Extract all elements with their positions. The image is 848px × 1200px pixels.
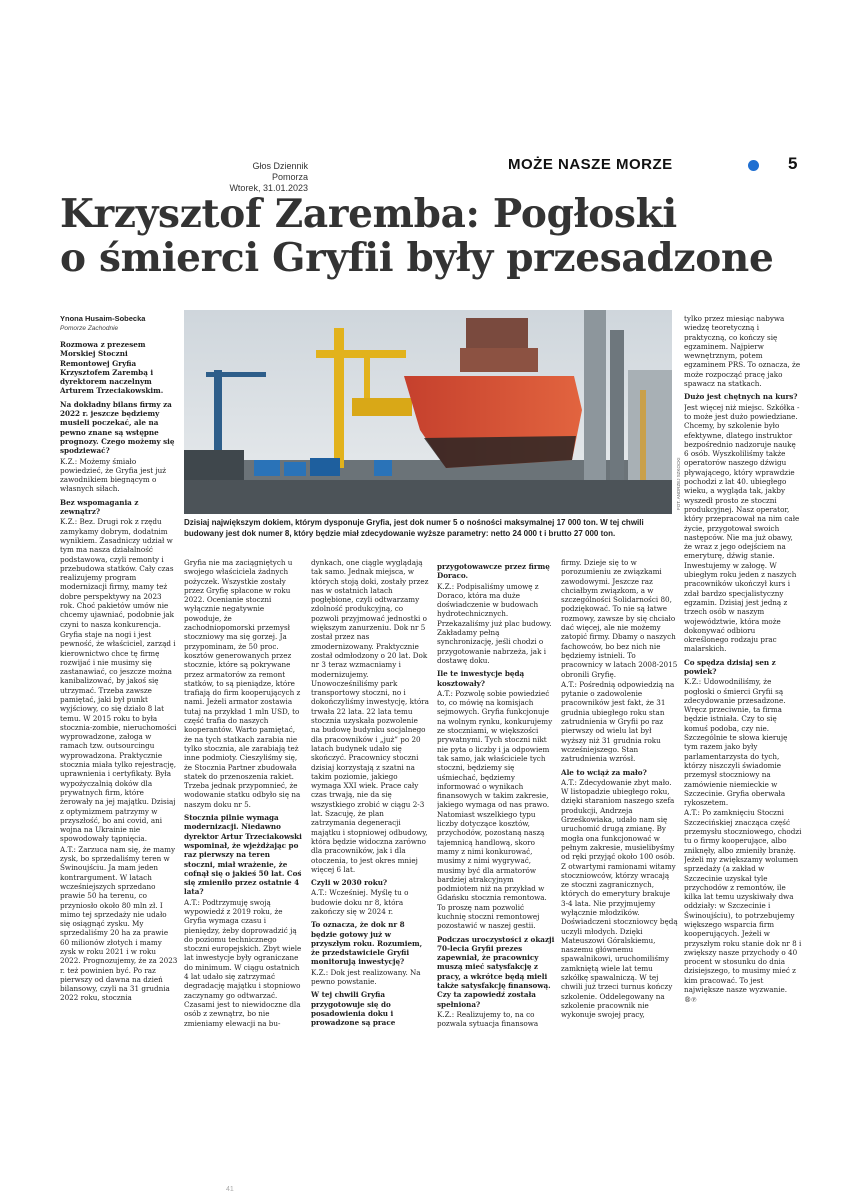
interview-question: Ile te inwestycje będą kosztowały?: [437, 669, 525, 688]
headline: [60, 192, 800, 280]
article-paragraph: A.T.: Pozwolę sobie powiedzieć to, co mówię na komisjach sejmowych. Gryfia funkcjonuje na wolnym rynku, konkurujemy ze stoczniami, w większości prywatnymi. Tych stoczni nikt nie pyta o liczby i ja odpowiem tak samo, jak właściciele tych stoczni, będziemy się uśmiechać, będziemy informować o wynikach finansowych w takim zakresie, jakiego wymaga od nas prawo. Natomiast wszelkiego typu liczby dotyczące kosztów, przychodów, pozostaną naszą tajemnicą handlową, skoro mamy z nimi konkurować, musimy z nimi wygrywać, musimy być dla armatorów bardziej atrakcyjnym podmiotem niż na przykład w Gdańsku stocznia remontowa. To proszę nam pozwolić kuchnię stoczni remontowej pozostawić w naszej gestii.: [437, 688, 553, 931]
article-paragraph: A.T.: Pośrednią odpowiedzią na pytanie o zadowolenie pracowników jest fakt, że 31 grudnia ubiegłego roku stan zatrudnienia w Gryfii po raz pierwszy od wielu lat był wyższy niż 31 grudnia roku wcześniejszego. Stan zatrudnienia wzrósł.: [561, 679, 675, 764]
interview-question: Na dokładny bilans firmy za 2022 r. jeszcze będziemy musieli poczekać, ale na pewno znane są wstępne prognozy. Czego możemy się spodziewać?: [60, 399, 175, 456]
article-paragraph: Gryfia staje na nogi i jest pewność, że właściciel, zarząd i kierownictwo chce tę firmę rozwijać i nie musimy się zastanawiać, co jeszcze można kanibalizować, by jakoś się utrzymać. Trzeba zawsze pamiętać, jaki był punkt wyjściowy, co się działo 8 lat temu. W 2015 roku to była stocznia-zombie, nieruchomości wyprowadzone, załoga w ramach tzw. outsourcingu wyprowadzona. Praktycznie stocznia miała tylko rejestrację, uprawnienia i certyfikaty. Była wypożyczalnią doków dla prywatnych firm, które żerowały na jej majątku. Dzisiaj z optymizmem patrzymy w przyszłość, bo ani covid, ani wojna na Ukrainie nie spowodowały tąpnięcia.: [60, 629, 177, 844]
article-paragraph: A.T.: Zarzuca nam się, że mamy zysk, bo sprzedaliśmy teren w Świnoujściu. Ja mam jeden kontrargument. W latach wcześniejszych sprzedano prawie 50 ha terenu, co przyniosło około 80 mln zł. I mimo tej sprzedaży nie udało się osiągnąć zysku. My sprzedaliśmy 20 ha za prawie 60 milionów złotych i mamy zysk w roku 2021 i w roku 2022. Prognozujemy, że za 2023 r. też powinien być. Po raz pierwszy od dawna na dzień bilansowy, czyli na 31 grudnia 2022 roku, stocznia: [60, 844, 178, 1003]
interview-question: Bez wspomagania z zewnątrz?: [60, 497, 139, 517]
masthead-date: Wtorek, 31.01.2023: [229, 183, 308, 193]
masthead: [222, 161, 308, 194]
shipyard-photo: [184, 310, 672, 514]
interview-question: Co spędza dzisiaj sen z powiek?: [684, 657, 776, 676]
headline-line-1: Krzysztof Zaremba: Pogłoski: [60, 191, 677, 237]
byline-outlet: Pomorze Zachodnie: [60, 325, 119, 332]
article-paragraph: K.Z.: Możemy śmiało powiedzieć, że Gryfia jest już zawodnikiem biegnącym o własnych siłach.: [60, 456, 167, 494]
article-column-5: [561, 558, 679, 1185]
article-paragraph: tylko przez miesiąc nabywa wiedzę teoretyczną i praktyczną, co kończy się egzaminem. Najpierw wewnętrznym, potem egzaminem PRS. To oznacza, że może rozpocząć pracę jako spawacz na statkach.: [684, 314, 801, 389]
interview-question: Czyli w 2030 roku?: [311, 878, 388, 888]
headline-line-2: o śmierci Gryfii były przesadzone: [60, 235, 774, 281]
article-paragraph: A.T.: Zdecydowanie zbyt mało. W listopadzie ubiegłego roku, dzięki staraniom naszego szefa produkcji, Andrzeja Grześkowiaka, udało nam się uruchomić drugą zmianę. By mogła ona funkcjonować w pełnym zakresie, musielibyśmy od ręki przyjąć około 100 osób. Z otwartymi ramionami witamy stoczniowców, którzy wracają ze stoczni zagranicznych, których do emerytury brakuje 3-4 lata. Nie przyjmujemy wyłącznie młodzików. Doświadczeni stoczniowcy będą uczyli młodych. Dzięki Mateuszowi Góralskiemu, naszemu głównemu spawalnikowi, uruchomiliśmy zamkniętą wiele lat temu szkółkę spawalniczą. W tej chwili już trzeci turnus kończy szkolenie. Oddelegowany na szkolenie pracownik nie wykonuje swojej pracy,: [561, 777, 678, 1020]
interview-question: Stocznia pilnie wymaga modernizacji. Niedawno dyrektor Artur Trzeciakowski wspominał, że wjeżdżając po raz pierwszy na teren stoczni, miał wrażenie, że cofnął się o jakieś 50 lat. Coś się zmieniło przez ostatnie 4 lata?: [184, 813, 302, 897]
article-paragraph: A.T.: Podtrzymuję swoją wypowiedź z 2019 roku, że Gryfia wymaga czasu i pieniędzy, żeby doprowadzić ją do poziomu technicznego stoczni europejskich. Zbyt wiele lat inwestycje były ograniczane do minimum. W ciągu ostatnich 4 lat udało się zatrzymać degradację majątku i stopniowo zaczynamy go odtwarzać. Czasami jest to niewidoczne dla osób z zewnątrz, bo nie zmieniamy elewacji na bu-: [184, 897, 302, 1028]
interview-question: W tej chwili Gryfia przygotowuje się do posadowienia doku i prowadzone są prace: [311, 990, 396, 1028]
byline-author: Ynona Husaim-Sobecka: [60, 314, 146, 323]
interview-question: Dużo jest chętnych na kurs?: [684, 392, 798, 402]
interview-question: przygotowawcze przez firmę Doraco.: [437, 562, 550, 581]
page-number: 5: [788, 154, 798, 173]
article-lead: Rozmowa z prezesem Morskiej Stoczni Remontowej Gryfia Krzysztofem Zarembą i dyrektorem naczelnym Arturem Trzeciakowskim.: [60, 340, 164, 396]
article-paragraph: K.Z.: Dok jest realizowany. Na pewno powstanie.: [311, 967, 421, 987]
article-column-2: [184, 558, 302, 1185]
article-paragraph: K.Z.: Realizujemy to, na co pozwala sytuacja finansowa: [437, 1009, 539, 1029]
article-paragraph: Gryfia nie ma zaciągniętych u swojego właściciela żadnych pożyczek. Wszystkie zostały przez Gryfię spłacone w roku 2022. Ocenianie stoczni wyłącznie negatywnie powoduje, że zachodniopomorski przemysł stoczniowy ma się gorzej. Ja przypominam, że 50 proc. kosztów generowanych przez stocznie, które są pokrywane przez armatorów za remont statków, to są pieniądze, które trafiają do firm kooperujących z nami. Jeżeli armator zostawia tutaj na przykład 1 mln USD, to część trafia do naszych kooperantów. Warto pamiętać, że na tych statkach zarabia nie tylko stocznia, ale zarabiają też inne podmioty. Cieszyliśmy się, że Stocznia Partner zbudowała statek do przenoszenia rakiet. Trzeba jednak przypomnieć, że wodowanie statku odbyło się na naszym doku nr 5.: [184, 558, 301, 809]
photo-caption: Dzisiaj największym dokiem, którym dysponuje Gryfia, jest dok numer 5 o nośności maksymalnej 17 000 ton. W tej chwili budowany jest dok numer 8, który będzie miał zdecydowanie wyższe parametry: netto 24 000 t i brutto 27 000 ton.: [184, 518, 644, 538]
shipyard-photo-image: [184, 310, 672, 514]
article-paragraph: K.Z.: Podpisaliśmy umowę z Doraco, która ma duże doświadczenie w budowach hydrotechnicznych. Przekazaliśmy już plac budowy. Zakładamy pełną synchronizację, jeśli chodzi o przygotowanie nabrzeża, jak i dostawę doku.: [437, 581, 552, 665]
article-paragraph: dynkach, one ciągle wyglądają tak samo. Jednak miejsca, w których stoją doki, zostały przez nas w ostatnich latach pogłębione, czyli odtwarzamy zdolność produkcyjną, co pozwoli przyjmować jednostki o większym zanurzeniu. Dok nr 5 został przez nas zmodernizowany. Praktycznie został odmłodzony o 20 lat. Dok nr 3 teraz wzmacniamy i modernizujemy. Unowocześniliśmy park transportowy stoczni, no i dokończyliśmy inwestycję, która trwała 22 lata. 22 lata temu stocznia uzyskała pozwolenie na budowę budynku socjalnego dla pracowników i „już” po 20 latach budynek udało się skończyć. Pracownicy stoczni dzisiaj korzystają z szatni na takim poziomie, jakiego wymaga XXI wiek. Prace cały czas trwają, nie da się wszystkiego zrobić w ciągu 2-3 lat. Szacuję, że plan zatrzymania degeneracji majątku i stopniowej odbudowy, która będzie widoczna zarówno dla pracowników, jak i dla otoczenia, to jest okres mniej więcej 6 lat.: [311, 558, 429, 874]
article-paragraph: K.Z.: Bez. Drugi rok z rzędu zamykamy dobrym, dodatnim wynikiem. Zasadniczy udział w tym ma nasza działalność podstawowa, czyli remonty i przebudowa statków. Cały czas realizujemy program modernizacji firmy, mamy też dobre perspektywy na 2023 rok. Choć pakietów umów nie chcemy ujawniać, podobnie jak czyni to nasza konkurencja.: [60, 517, 174, 629]
masthead-paper: Głos Dziennik Pomorza: [252, 161, 308, 182]
photo-credit: FOT. ANDRZEJ SZKOCKI: [676, 457, 681, 510]
article-paragraph: Jest więcej niż miejsc. Szkółka - to może jest dużo powiedziane. Chcemy, by szkolenie było efektywne, dlatego instruktor bezpośrednio nadzoruje naukę 6 osób. Wyszkoliliśmy także operatorów naszego dźwigu pływającego, który wprawdzie pochodzi z lat 40. ubiegłego wieku, a wygląda tak, jakby wyszedł prosto ze stoczni produkcyjnej. Nasz operator, który przepracował na nim całe życie, przygotował swoich następców. Nie ma już obawy, że wraz z jego odejściem na emeryturę, dźwig stanie. Inwestujemy w załogę. W ubiegłym roku jeden z naszych pracowników ukończył kurs i zdał bardzo specjalistyczny egzamin. Dzisiaj jest jedną z trzech osób w naszym województwie, która może dokonywać odbioru określonego rodzaju prac malarskich.: [684, 402, 800, 654]
section-title: MOŻE NASZE MORZE: [508, 156, 673, 173]
interview-question: Podczas uroczystości z okazji 70-lecia Gryfii prezes zapewniał, że pracownicy muszą mieć satysfakcję z pracy, a wkrótce będą mieli także satysfakcję finansową. Czy ta zapowiedź została spełniona?: [437, 934, 555, 1009]
article-column-1: [60, 340, 178, 1185]
article-column-6: [684, 314, 802, 1185]
article-paragraph: ®℗: [684, 995, 697, 1005]
interview-question: Ale to wciąż za mało?: [561, 767, 647, 777]
article-paragraph: K.Z.: Udowodniliśmy, że pogłoski o śmierci Gryfii są zdecydowanie przesadzone. Wręcz przeciwnie, ta firma będzie istniała. Czy to się komuś podoba, czy nie. Szczególnie te słowa kieruję tym razem jako były parlamentarzysta do tych, którzy niszczyli świadomie przemysł stoczniowy na zamówienie niemieckie w Szczecinie. Gryfia oberwała rykoszetem.: [684, 677, 788, 808]
article-paragraph: firmy. Dzieje się to w porozumieniu ze związkami zawodowymi. Jeszcze raz chciałbym związkom, a w szczególności Solidarności 80, podziękować. To nie są łatwe rozmowy, zawsze by się chciało dać więcej, ale nie możemy zatopić firmy. Dbamy o naszych fachowców, bo bez nich nie będziemy istnieli. To pracownicy w latach 2008-2015 obronili Gryfię.: [561, 558, 678, 679]
interview-question: To oznacza, że dok nr 8 będzie gotowy już w przyszłym roku. Rozumiem, że przedstawiciele Gryfii monitorują inwestycję?: [311, 920, 423, 967]
article-paragraph: A.T.: Wcześniej. Myślę tu o budowie doku nr 8, która zakończy się w 2024 r.: [311, 888, 409, 916]
article-column-3: [311, 558, 429, 1185]
footer-mark: 41: [226, 1186, 234, 1193]
article-paragraph: A.T.: Po zamknięciu Stoczni Szczecińskiej znacząca część przemysłu stoczniowego, chodzi tu o firmy kooperujące, albo zniknęły, albo zmieniły branżę. Jeżeli my zwiększamy wolumen sprzedaży (a zakład w Szczecinie uzyskał tyle przychodów z remontów, ile kilka lat temu uzyskiwały dwa oddziały: w Szczecinie i Świnoujściu), to potrzebujemy większego wsparcia firm kooperujących. Jeżeli w przyszłym roku stanie dok nr 8 i zwiększy nasze przychody o 40 procent w stosunku do dnia dzisiejszego, to musimy mieć z kim pracować. To jest największe nasze wyzwanie.: [684, 808, 802, 995]
section-dot-icon: [748, 160, 759, 171]
article-column-4: [437, 558, 555, 1185]
